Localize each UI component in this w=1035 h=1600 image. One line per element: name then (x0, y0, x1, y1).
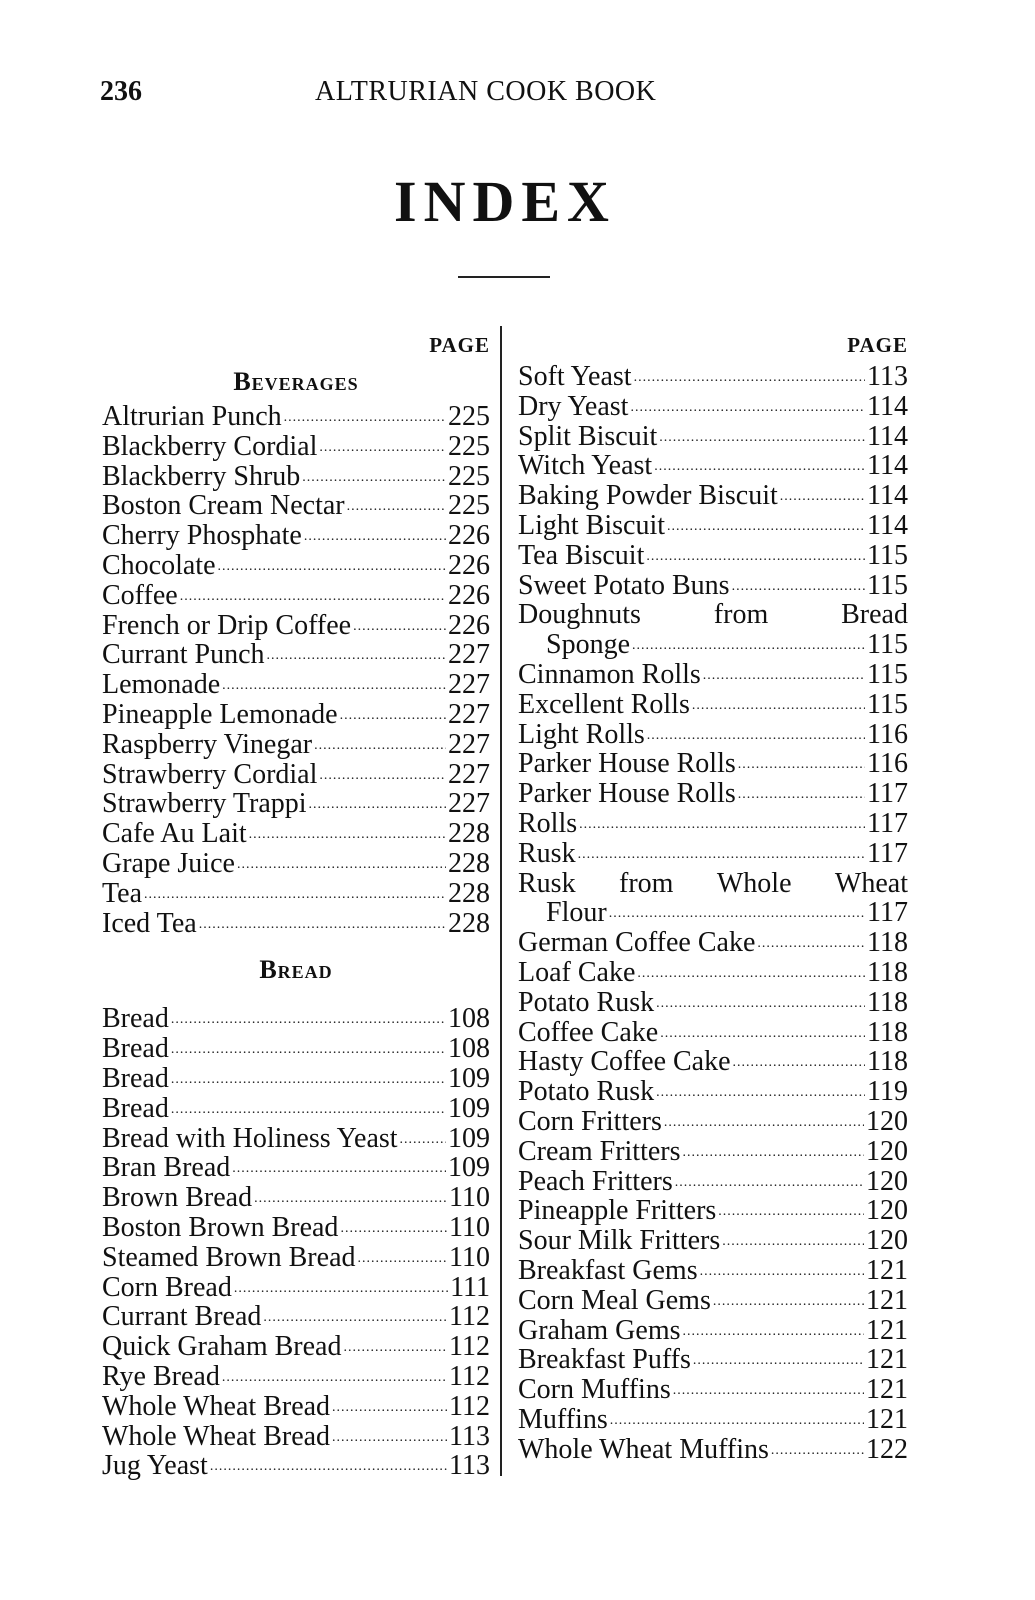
entry-name: Baking Powder Biscuit (518, 480, 778, 512)
entry-name: Rolls (518, 807, 578, 839)
entry-page: 227 (448, 728, 490, 760)
entry-page: 118 (867, 1046, 908, 1078)
entry-name: Grape Juice (102, 847, 235, 879)
entry-page: 121 (866, 1314, 908, 1346)
entry-name: Corn Bread (102, 1271, 232, 1303)
entry-name: Pineapple Fritters (518, 1195, 717, 1227)
entry-name: Bread (102, 1003, 169, 1035)
entry-name: Corn Meal Gems (518, 1284, 711, 1316)
entry-page: 225 (448, 460, 490, 492)
entry-name: Bread (102, 1033, 169, 1065)
entry-page: 228 (448, 847, 490, 879)
beverages-list (102, 402, 490, 938)
entry-name: Peach Fritters (518, 1165, 673, 1197)
entry-page: 113 (867, 361, 908, 392)
entry-name: Cafe Au Lait (102, 818, 247, 850)
entry-page: 121 (866, 1403, 908, 1435)
entry-page: 112 (449, 1301, 490, 1333)
book-title: ALTRURIAN COOK BOOK (315, 76, 657, 107)
entry-name: Potato Rusk (518, 1076, 655, 1108)
entry-page: 117 (867, 837, 908, 869)
entry-name: Loaf Cake (518, 956, 636, 988)
section-heading-bread: Bread (259, 955, 333, 985)
entry-name: Breakfast Puffs (518, 1344, 691, 1376)
entry-name: Quick Graham Bread (102, 1331, 342, 1363)
index-title: INDEX (394, 169, 616, 234)
entry-name: Cherry Phosphate (102, 520, 302, 552)
entry-page: 118 (867, 956, 908, 988)
entry-name: Currant Bread (102, 1301, 262, 1333)
entry-name: French or Drip Coffee (102, 609, 352, 641)
entry-name: Hasty Coffee Cake (518, 1046, 731, 1078)
entry-name: Bread (102, 1092, 169, 1124)
entry-name: Cream Fritters (518, 1135, 681, 1167)
entry-page: 111 (450, 1271, 490, 1303)
entry-name: Witch Yeast (518, 450, 653, 482)
left-column (102, 328, 490, 1481)
entry-name: Whole Wheat Muffins (518, 1433, 769, 1465)
entry-name-line1: Doughnuts from Bread (518, 599, 908, 631)
bread-list (102, 1004, 490, 1481)
entry-name: Strawberry Cordial (102, 758, 318, 790)
entry-page: 227 (448, 669, 490, 701)
entry-name: Sour Milk Fritters (518, 1225, 721, 1257)
entry-page: 109 (448, 1152, 490, 1184)
entry-name: Raspberry Vinegar (102, 728, 313, 760)
running-head (100, 76, 690, 116)
entry-page: 228 (448, 818, 490, 850)
entry-page: 109 (448, 1062, 490, 1094)
entry-name: Strawberry Trappi (102, 788, 307, 820)
index-list-b (518, 660, 908, 869)
entry-page: 114 (867, 480, 908, 512)
entry-page: 108 (448, 1003, 490, 1035)
entry-page: 115 (867, 629, 908, 661)
index-entry (518, 571, 908, 601)
dot-leader (771, 1431, 864, 1466)
entry-name: Blackberry Cordial (102, 430, 318, 462)
entry-name: Sweet Potato Buns (518, 569, 730, 601)
index-entry (102, 1451, 490, 1481)
index-entry (102, 909, 490, 939)
entry-name: Currant Punch (102, 639, 265, 671)
entry-page: 115 (867, 658, 908, 690)
entry-name: Bread with Holiness Yeast (102, 1122, 398, 1154)
entry-page: 112 (449, 1331, 490, 1363)
index-entry (518, 839, 908, 869)
entry-page: 228 (448, 877, 490, 909)
entry-page: 226 (448, 520, 490, 552)
entry-page: 226 (448, 549, 490, 581)
entry-page: 122 (866, 1433, 908, 1465)
section-heading-beverages: Beverages (233, 367, 359, 396)
entry-name: Excellent Rolls (518, 688, 690, 720)
index-list-c (518, 928, 908, 1464)
entry-page: 117 (867, 778, 908, 810)
entry-page: 112 (449, 1390, 490, 1422)
entry-page: 115 (867, 688, 908, 720)
entry-page: 226 (448, 579, 490, 611)
entry-name-line1: Rusk from Whole Wheat (518, 867, 908, 899)
entry-page: 109 (448, 1092, 490, 1124)
entry-name: Iced Tea (102, 907, 197, 939)
entry-name: Whole Wheat Bread (102, 1420, 331, 1452)
entry-page: 225 (448, 430, 490, 462)
dot-leader (732, 567, 865, 602)
entry-page: 120 (866, 1195, 908, 1227)
entry-page: 110 (449, 1241, 490, 1273)
entry-page: 121 (866, 1254, 908, 1286)
page-column-label: PAGE (847, 333, 908, 357)
entry-name: Rye Bread (102, 1360, 220, 1392)
entry-name: Altrurian Punch (102, 401, 282, 432)
entry-page: 121 (866, 1344, 908, 1376)
entry-name: Coffee Cake (518, 1016, 659, 1048)
entry-page: 227 (448, 788, 490, 820)
entry-page: 117 (867, 807, 908, 839)
entry-page: 225 (448, 401, 490, 432)
entry-name: Soft Yeast (518, 361, 632, 392)
entry-page: 118 (867, 986, 908, 1018)
entry-page: 116 (867, 718, 908, 750)
entry-page: 115 (867, 539, 908, 571)
entry-name: Lemonade (102, 669, 221, 701)
entry-name: Bran Bread (102, 1152, 231, 1184)
dot-leader (578, 835, 865, 870)
entry-name-line2: Sponge (546, 629, 630, 661)
entry-page: 114 (867, 420, 908, 452)
entry-page: 120 (866, 1225, 908, 1257)
entry-page: 116 (867, 748, 908, 780)
entry-name: Light Rolls (518, 718, 645, 750)
page-number: 236 (100, 76, 142, 107)
right-column (518, 328, 908, 1464)
entry-page: 119 (867, 1076, 908, 1108)
entry-page: 118 (867, 927, 908, 959)
entry-page: 121 (866, 1374, 908, 1406)
entry-name: Cinnamon Rolls (518, 658, 701, 690)
entry-name: Whole Wheat Bread (102, 1390, 331, 1422)
entry-page: 227 (448, 698, 490, 730)
entry-page: 225 (448, 490, 490, 522)
entry-name: Blackberry Shrub (102, 460, 301, 492)
entry-page: 109 (448, 1122, 490, 1154)
entry-page: 114 (867, 509, 908, 541)
entry-name: Tea Biscuit (518, 539, 645, 571)
entry-page: 120 (866, 1135, 908, 1167)
entry-page: 227 (448, 758, 490, 790)
entry-page: 110 (449, 1211, 490, 1243)
index-entry (518, 1435, 908, 1465)
entry-name: Light Biscuit (518, 509, 665, 541)
entry-name: Potato Rusk (518, 986, 655, 1018)
entry-name: Corn Muffins (518, 1374, 671, 1406)
entry-page: 113 (449, 1450, 490, 1482)
entry-name: Boston Brown Bread (102, 1211, 339, 1243)
index-list-a (518, 362, 908, 600)
entry-page: 120 (866, 1165, 908, 1197)
entry-name-line2: Flour (546, 897, 607, 929)
entry-name: Parker House Rolls (518, 748, 736, 780)
entry-name: Breakfast Gems (518, 1254, 698, 1286)
entry-name: Dry Yeast (518, 390, 629, 422)
entry-name: Chocolate (102, 549, 216, 581)
entry-page: 226 (448, 609, 490, 641)
page-column-label: PAGE (429, 333, 490, 357)
entry-name: Steamed Brown Bread (102, 1241, 356, 1273)
entry-name: Corn Fritters (518, 1105, 662, 1137)
entry-name: German Coffee Cake (518, 927, 756, 959)
entry-page: 227 (448, 639, 490, 671)
entry-name: Bread (102, 1062, 169, 1094)
entry-name: Parker House Rolls (518, 778, 736, 810)
entry-name: Graham Gems (518, 1314, 681, 1346)
dot-leader (199, 905, 446, 940)
entry-page: 118 (867, 1016, 908, 1048)
entry-page: 228 (448, 907, 490, 939)
entry-name: Split Biscuit (518, 420, 658, 452)
column-divider (500, 326, 502, 1476)
entry-name: Rusk (518, 837, 576, 869)
entry-name: Pineapple Lemonade (102, 698, 338, 730)
entry-name: Boston Cream Nectar (102, 490, 345, 522)
entry-page: 108 (448, 1033, 490, 1065)
entry-name: Muffins (518, 1403, 608, 1435)
title-rule (458, 276, 550, 278)
entry-name: Jug Yeast (102, 1450, 208, 1482)
entry-name: Brown Bread (102, 1182, 253, 1214)
entry-page: 110 (449, 1182, 490, 1214)
entry-page: 120 (866, 1105, 908, 1137)
entry-page: 114 (867, 450, 908, 482)
entry-name: Tea (102, 877, 143, 909)
entry-page: 115 (867, 569, 908, 601)
dot-leader (210, 1447, 447, 1482)
entry-name: Coffee (102, 579, 178, 611)
entry-page: 117 (867, 897, 908, 929)
entry-page: 112 (449, 1360, 490, 1392)
entry-page: 114 (867, 390, 908, 422)
entry-page: 121 (866, 1284, 908, 1316)
entry-page: 113 (449, 1420, 490, 1452)
